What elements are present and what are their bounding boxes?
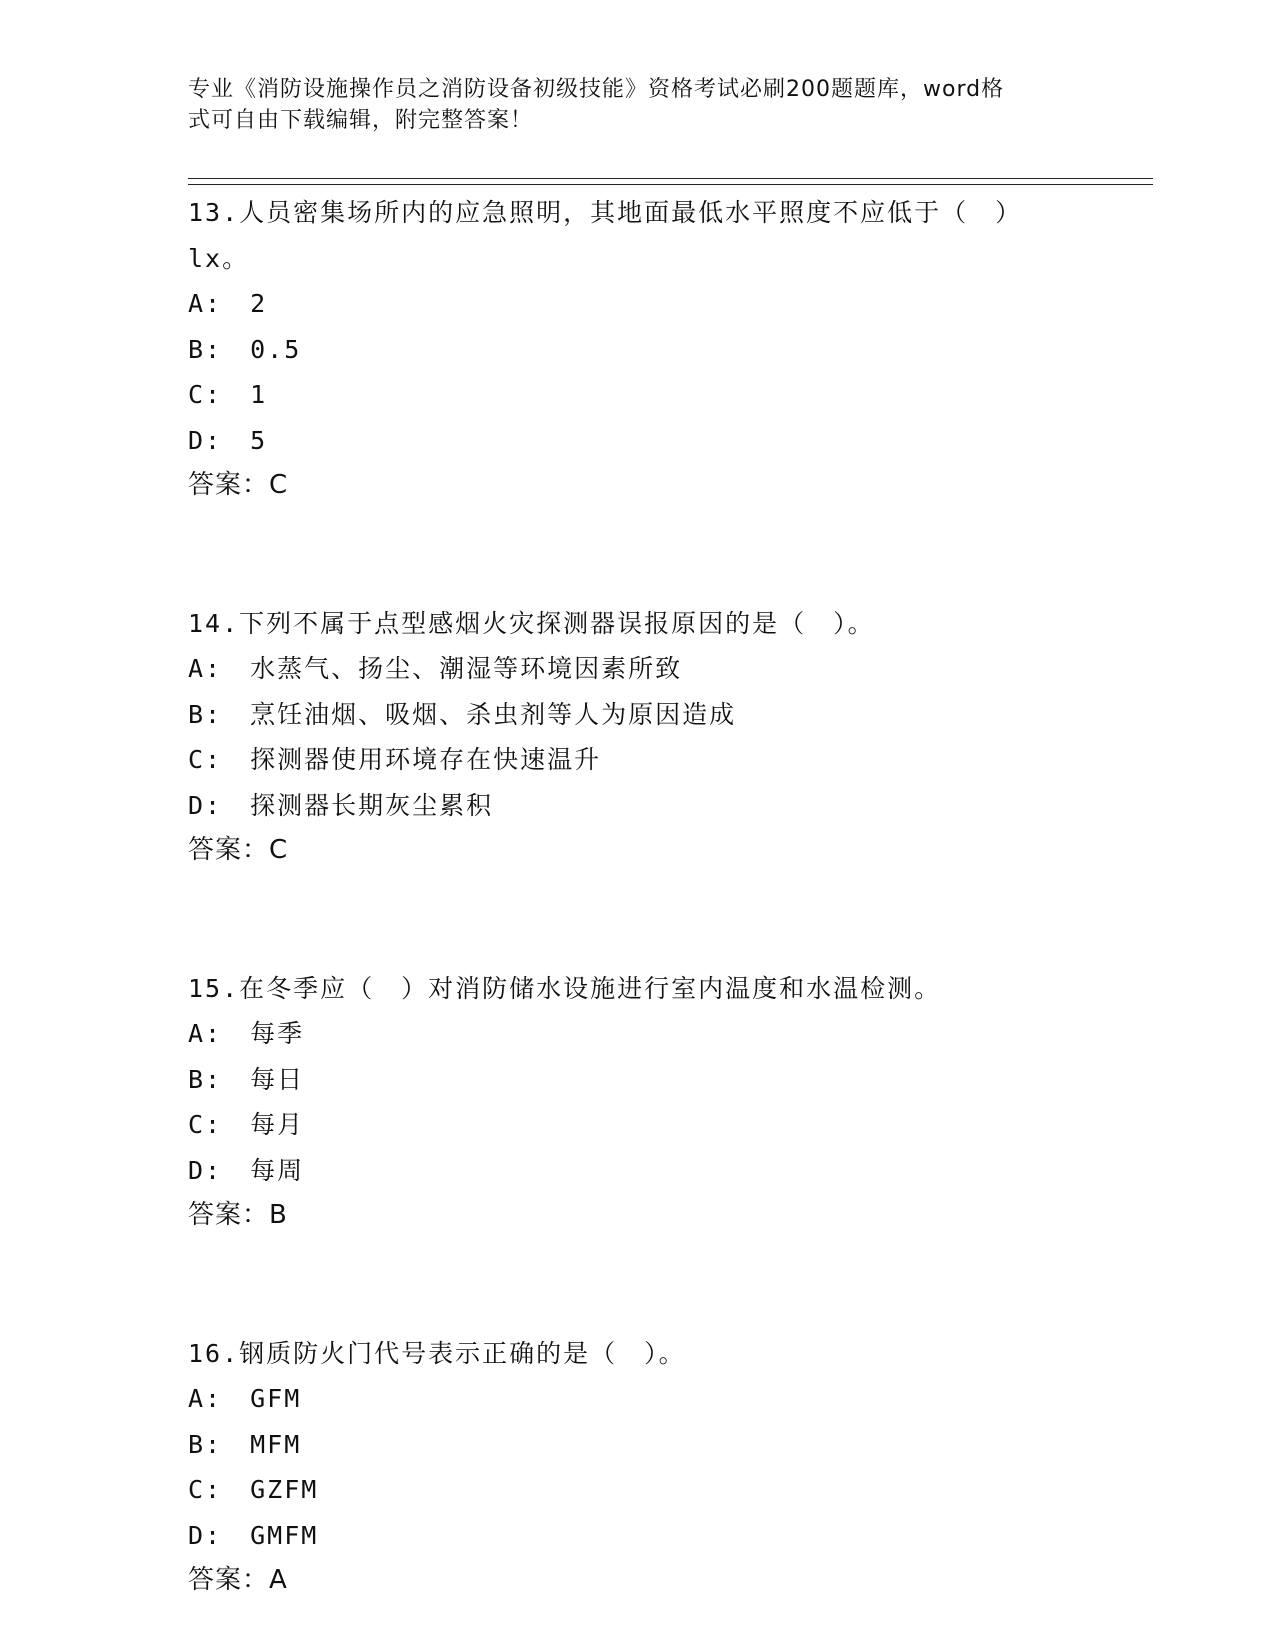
option-letter: B: [188,699,223,729]
question-list [188,190,1088,1604]
option-letter: B: [188,1429,223,1459]
question-stem-line: 16.钢质防火门代号表示正确的是（ ）。 [188,1338,686,1368]
option-d [188,1148,1088,1194]
header-divider-top [188,178,1153,179]
question-stem-line: 13.人员密集场所内的应急照明，其地面最低水平照度不应低于（ ） [188,198,1023,227]
question-stem-line: lx。 [188,243,250,273]
question-stem-line: 14.下列不属于点型感烟火灾探测器误报原因的是（ ）。 [188,608,875,638]
option-text: 每日 [250,1064,305,1094]
option-d [188,783,1088,829]
answer: 答案：A [188,1565,288,1595]
option-text: 每季 [250,1019,305,1048]
option-a [188,1011,1088,1057]
question-15 [188,966,1088,1239]
option-letter: A: [188,289,223,318]
option-text: 烹饪油烟、吸烟、杀虫剂等人为原因造成 [250,699,737,729]
option-d [188,418,1088,464]
option-letter: D: [188,425,223,455]
option-b [188,1422,1088,1468]
option-b [188,1057,1088,1103]
question-16 [188,1331,1088,1604]
option-text: GMFM [250,1520,319,1550]
option-text: 探测器使用环境存在快速温升 [250,745,602,774]
option-b [188,692,1088,738]
option-letter: A: [188,1019,223,1048]
option-a [188,646,1088,692]
option-c [188,372,1088,418]
option-letter: C: [188,745,223,774]
option-letter: C: [188,1475,223,1504]
option-letter: D: [188,790,223,820]
header-line-2: 式可自由下载编辑，附完整答案！ [188,108,534,133]
option-c [188,737,1088,783]
option-text: 1 [250,380,268,409]
option-text: 2 [250,289,268,318]
option-a [188,281,1088,327]
option-text: 每月 [250,1110,305,1139]
option-c [188,1102,1088,1148]
option-text: GZFM [250,1475,319,1504]
answer: 答案：C [188,835,289,865]
option-text: 0.5 [250,334,302,364]
option-text: 每周 [250,1155,305,1185]
option-letter: C: [188,380,223,409]
option-text: GFM [250,1384,302,1413]
option-b [188,327,1088,373]
answer: 答案：B [188,1200,288,1230]
option-d [188,1513,1088,1559]
question-13 [188,190,1088,509]
document-header [188,74,1088,136]
option-letter: B: [188,334,223,364]
option-letter: C: [188,1110,223,1139]
option-letter: A: [188,654,223,683]
answer: 答案：C [188,470,289,500]
option-letter: D: [188,1520,223,1550]
option-text: 水蒸气、扬尘、潮湿等环境因素所致 [250,654,683,683]
option-text: 探测器长期灰尘累积 [250,790,494,820]
option-text: 5 [250,425,268,455]
option-letter: D: [188,1155,223,1185]
option-text: MFM [250,1429,302,1459]
question-stem-line: 15.在冬季应（ ）对消防储水设施进行室内温度和水温检测。 [188,973,942,1003]
option-c [188,1467,1088,1513]
option-a [188,1376,1088,1422]
option-letter: B: [188,1064,223,1094]
question-14 [188,601,1088,874]
header-line-1: 专业《消防设施操作员之消防设备初级技能》资格考试必刷200题题库，word格 [188,77,1005,102]
option-letter: A: [188,1384,223,1413]
header-divider-bottom [188,184,1153,185]
